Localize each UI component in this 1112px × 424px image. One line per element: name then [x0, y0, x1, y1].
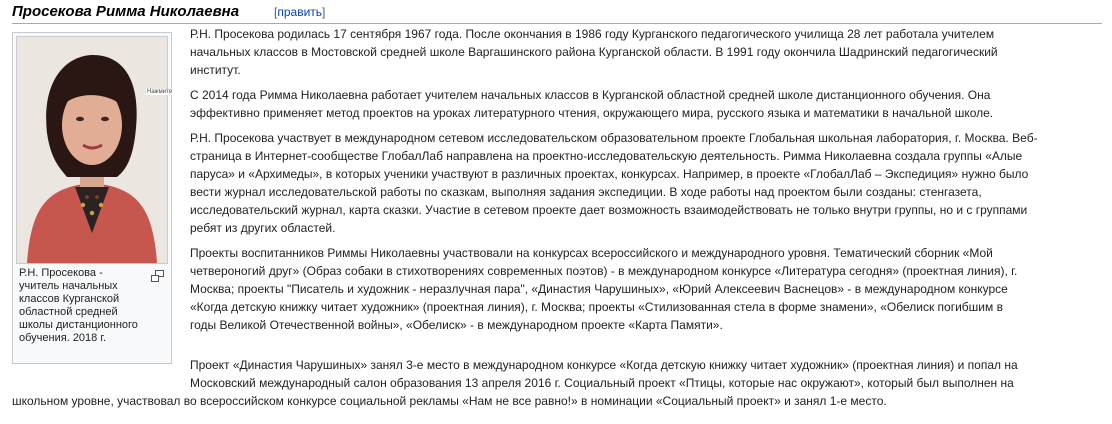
image-tag: Нажмите: [147, 89, 173, 95]
section-heading: [12, 1, 1102, 24]
thumbnail-caption: Р.Н. Просекова - учитель начальных классов Курганской областной средней школы дистанционного обучения. 2018 г.: [19, 267, 138, 344]
magnify-icon-graphic: [151, 270, 165, 282]
magnify-icon[interactable]: [151, 269, 165, 281]
text-line: Московский международный салон образования 13 апреля 2016 г. Социальный проект «Птицы, которые нас окружают», который был выполнен на: [190, 376, 1014, 390]
thumbnail-box: [12, 32, 172, 364]
text-line: страница в Интернет-сообществе ГлобалЛаб направлена на проектно-исследовательскую деятельность. Римма Николаевна создала группы «Алые: [190, 149, 1023, 163]
section-title: Просекова Римма Николаевна: [12, 3, 240, 20]
text-line: С 2014 года Римма Николаевна работает учителем начальных классов в Курганской областной средней школе дистанционного обучения. Она: [190, 88, 991, 102]
article-body: [190, 25, 1096, 341]
text-line: «Когда детскую книжку читает художник» (проектная линия), г. Москва; проекты «Стилизованная стела в форме знамени», «Обелиск погибшим в: [190, 300, 1003, 314]
edit-section: [274, 4, 325, 20]
paragraph-current-work: [190, 86, 1096, 122]
edit-bracket-open: [: [274, 5, 278, 19]
text-line: ребят из других областей.: [190, 221, 336, 235]
text-line: Р.Н. Просекова родилась 17 сентября 1967 года. После окончания в 1986 году Курганского педагогического училища 28 лет работала учителем: [190, 27, 995, 41]
text-line: Проект «Династия Чарушиных» занял 3-е место в международном конкурсе «Когда детскую книжку читает художник» (проектная линия) и попал на: [190, 358, 1018, 372]
text-line: Р.Н. Просекова участвует в международном сетевом исследовательском образовательном проекте Глобальная школьная лаборатория, г. Москва. Веб-: [190, 131, 1038, 145]
paragraph-awards: [12, 356, 1112, 410]
text-line: паруса» и «Архимеды», в которых ученики участвуют в различных проектах, конкурсах. Например, в проекте «ГлобалЛаб – Экспедиция» нужно было: [190, 167, 1029, 181]
portrait-image[interactable]: [16, 36, 173, 264]
text-line: начальных классов в Мостовской средней школе Варгашинского района Курганской области. В 1991 году окончила Шадринский педагогический: [190, 45, 998, 59]
edit-bracket-close: ]: [322, 5, 326, 19]
portrait-illustration: [17, 37, 167, 263]
text-line: Москва; проекты "Писатель и художник - неразлучная пара", «Династия Чарушиных», «Юрий Алексеевич Васнецов» - в международном конкурсе: [190, 282, 1008, 296]
text-line: исследовательский журнал, карта сказки. Участие в сетевом проекте дает возможность взаимодействовать не только внутри группы, но и с группами: [190, 203, 1028, 217]
text-line: четвероногий друг» (Образ собаки в стихотворениях современных поэтов) - в международном конкурсе «Литература сегодня» (проектная линия), г.: [190, 264, 1018, 278]
text-line: Проекты воспитанников Риммы Николаевны участвовали на конкурсах всероссийского и международного уровня. Тематический сборник «Мой: [190, 246, 993, 260]
edit-link[interactable]: править: [277, 5, 323, 19]
text-line: вести журнал исследовательской работы по сказкам, выполняя задания экспедиции. В ходе работы над проектом были созданы: стенгазета,: [190, 185, 982, 199]
paragraph-projects: [190, 244, 1096, 334]
paragraph-globallab: [190, 129, 1096, 237]
text-line: годы Великой Отечественной войны», «Обелиск» - в международном проекте «Карта Памяти».: [190, 318, 723, 332]
text-line: институт.: [190, 63, 241, 77]
text-line: эффективно применяет метод проектов на уроках литературного чтения, окружающего мира, русского языка и математики в начальной школе.: [190, 106, 994, 120]
text-line: школьном уровне, участвовал во всероссийском конкурсе социальной рекламы «Нам не все равно!» в номинации «Социальный проект» и занял 1-е место.: [12, 394, 887, 408]
paragraph-biography: [190, 25, 1096, 79]
